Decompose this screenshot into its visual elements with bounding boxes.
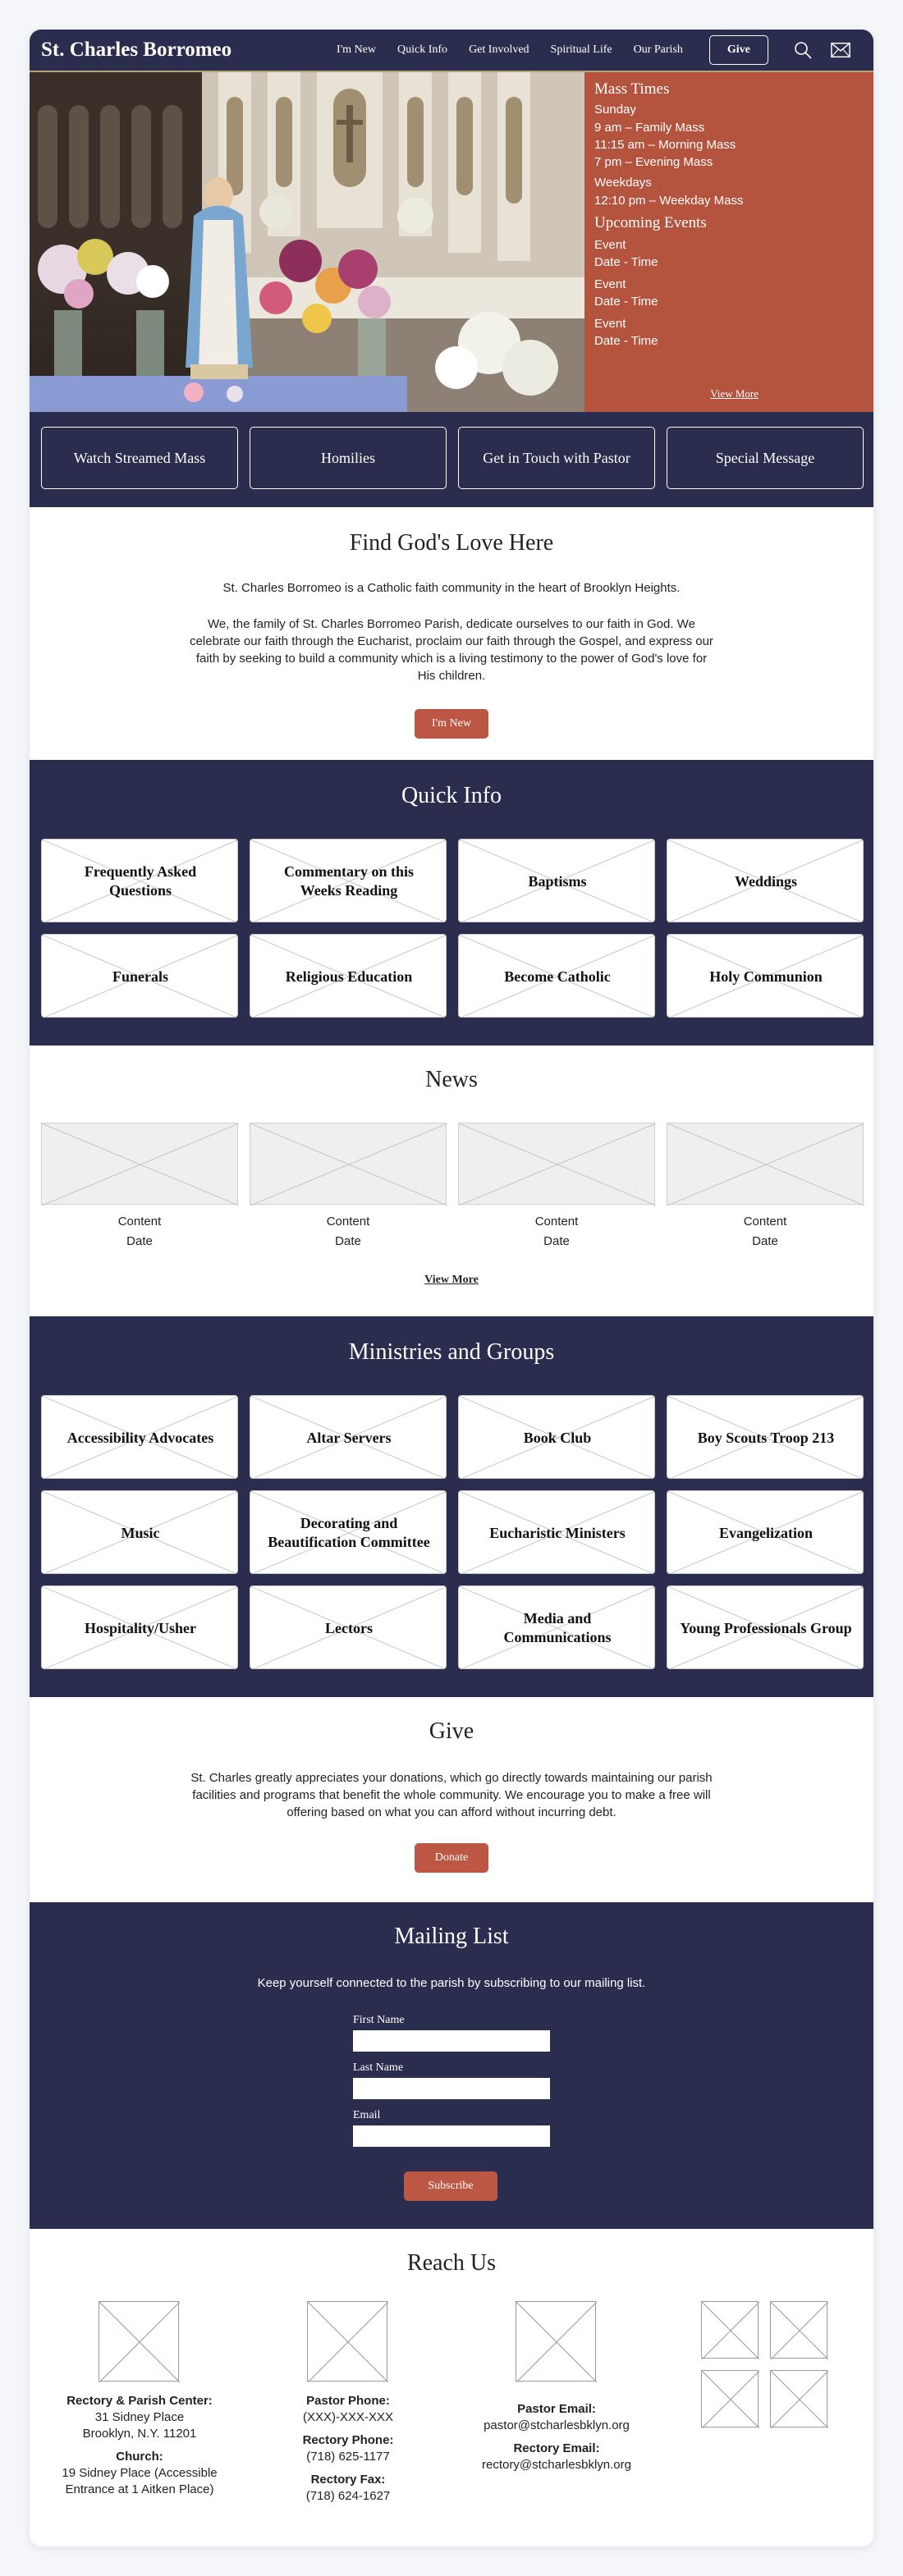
quick-info-card-label: Frequently Asked Questions — [84, 863, 197, 899]
sunday-time: 9 am – Family Mass — [594, 121, 705, 135]
email-label: Email — [353, 2109, 381, 2121]
quick-info-card-label: Baptisms — [528, 872, 587, 890]
homilies-button[interactable]: Homilies — [250, 427, 447, 489]
ministry-card-label: Accessibility Advocates — [66, 1429, 214, 1446]
mass-times-title: Mass Times — [594, 80, 670, 98]
quick-info-card[interactable] — [250, 839, 447, 922]
news-section — [30, 1045, 873, 1316]
quick-info-card-label: Become Catholic — [504, 968, 611, 985]
nav-our-parish[interactable]: Our Parish — [633, 43, 683, 56]
quick-links-band — [30, 412, 873, 507]
rectory-phone[interactable]: (718) 625-1177 — [306, 2450, 390, 2464]
ministries-title: Ministries and Groups — [348, 1339, 555, 1365]
main-nav — [337, 43, 704, 57]
im-new-button[interactable]: I'm New — [415, 709, 488, 739]
news-date: Date — [543, 1234, 570, 1248]
church-label: Church: — [116, 2450, 163, 2464]
reach-us-section — [30, 2229, 873, 2546]
ministry-card-label: Lectors — [325, 1619, 373, 1636]
social-placeholder-image[interactable] — [770, 2301, 827, 2359]
ministry-card[interactable] — [250, 1490, 447, 1574]
ministries-section — [30, 1316, 873, 1697]
ministry-card[interactable] — [458, 1585, 655, 1669]
watch-streamed-mass-button[interactable]: Watch Streamed Mass — [41, 427, 238, 489]
social-placeholder-image[interactable] — [701, 2301, 759, 2359]
give-button[interactable]: Give — [709, 35, 768, 65]
event-date: Date - Time — [594, 334, 658, 348]
first-name-label: First Name — [353, 2014, 405, 2026]
mailing-list-text: Keep yourself connected to the parish by subscribing to our mailing list. — [257, 1976, 646, 1990]
ministry-card[interactable] — [41, 1490, 238, 1574]
quick-info-card-label: Religious Education — [285, 968, 413, 985]
event-date: Date - Time — [594, 255, 658, 269]
ministry-card[interactable] — [667, 1395, 864, 1479]
news-image-placeholder[interactable] — [41, 1123, 238, 1205]
news-date: Date — [126, 1234, 153, 1248]
first-name-input[interactable] — [353, 2030, 550, 2052]
ministry-card-label: Decorating and Beautification Committee — [268, 1515, 430, 1550]
ministry-card[interactable] — [667, 1585, 864, 1669]
intro-line-1: St. Charles Borromeo is a Catholic faith community in the heart of Brooklyn Heights. — [222, 581, 681, 595]
news-content[interactable]: Content — [117, 1215, 162, 1229]
mailing-list-section — [30, 1902, 873, 2229]
ministry-card-label: Young Professionals Group — [680, 1619, 852, 1636]
give-title: Give — [429, 1718, 474, 1744]
special-message-button[interactable]: Special Message — [667, 427, 864, 489]
quick-info-card[interactable] — [250, 934, 447, 1018]
ministry-card-label: Evangelization — [718, 1524, 813, 1541]
ministry-card-label: Book Club — [523, 1429, 592, 1446]
nav-im-new[interactable]: I'm New — [337, 43, 377, 56]
ministry-card[interactable] — [458, 1395, 655, 1479]
pastor-email-label: Pastor Email: — [517, 2402, 596, 2416]
ministry-card[interactable] — [250, 1395, 447, 1479]
news-date: Date — [335, 1234, 361, 1248]
news-content[interactable]: Content — [326, 1215, 370, 1229]
last-name-label: Last Name — [353, 2061, 404, 2074]
quick-info-card[interactable] — [667, 934, 864, 1018]
rectory-address: Brooklyn, N.Y. 11201 — [82, 2427, 197, 2441]
rectory-fax: (718) 624-1627 — [305, 2489, 391, 2503]
news-content[interactable]: Content — [534, 1215, 579, 1229]
site-brand[interactable]: St. Charles Borromeo — [41, 39, 232, 61]
quick-info-card-label: Weddings — [734, 872, 798, 890]
ministry-card[interactable] — [41, 1395, 238, 1479]
site-header — [30, 30, 873, 72]
pastor-email[interactable]: pastor@stcharlesbklyn.org — [484, 2418, 630, 2432]
search-icon[interactable] — [793, 40, 813, 60]
sunday-label: Sunday — [594, 103, 636, 117]
news-view-more-link[interactable]: View More — [424, 1274, 479, 1286]
ministry-card[interactable] — [41, 1585, 238, 1669]
mail-icon[interactable] — [831, 40, 850, 60]
ministry-card-label: Eucharistic Ministers — [489, 1524, 626, 1541]
ministry-card-label: Hospitality/Usher — [84, 1619, 196, 1636]
intro-line-2: We, the family of St. Charles Borromeo Parish, dedicate ourselves to our faith in God. We celebrate our faith through the Eucharist, proclaim our faith through the Gospel, and express our faith by seeking to build a community which is a living testimony to the power of God's love for His children. — [190, 617, 713, 683]
ministry-card-label: Altar Servers — [306, 1429, 392, 1446]
page-frame — [30, 30, 873, 2546]
rectory-email[interactable]: rectory@stcharlesbklyn.org — [482, 2458, 631, 2472]
give-text: St. Charles greatly appreciates your donations, which go directly towards maintaining our parish facilities and programs that benefit the whole community. We encourage you to make a free will offering based on what you can afford without incurring debt. — [190, 1771, 713, 1819]
phone-block — [250, 2393, 447, 2505]
quick-info-card[interactable] — [41, 839, 238, 922]
quick-info-title: Quick Info — [401, 783, 502, 808]
email-input[interactable] — [353, 2125, 550, 2147]
event-name[interactable]: Event — [594, 317, 626, 331]
news-content[interactable]: Content — [743, 1215, 787, 1229]
hero-section — [30, 72, 873, 412]
event-name[interactable]: Event — [594, 238, 626, 252]
church-altar-photo — [30, 72, 584, 412]
donate-button[interactable]: Donate — [415, 1843, 488, 1873]
quick-info-section — [30, 760, 873, 1045]
sunday-time: 11:15 am – Morning Mass — [594, 138, 736, 152]
news-title: News — [425, 1067, 478, 1092]
event-name[interactable]: Event — [594, 277, 626, 291]
quick-info-card[interactable] — [41, 934, 238, 1018]
upcoming-events-title: Upcoming Events — [594, 214, 707, 231]
map-placeholder-image — [99, 2301, 179, 2382]
rectory-label: Rectory & Parish Center: — [66, 2394, 213, 2408]
nav-quick-info[interactable]: Quick Info — [397, 43, 448, 56]
subscribe-button[interactable]: Subscribe — [404, 2171, 497, 2201]
quick-info-card-label: Commentary on this Weeks Reading — [284, 863, 414, 899]
events-view-more-link[interactable]: View More — [710, 387, 759, 400]
ministry-card-label: Media and Communications — [503, 1610, 612, 1645]
rectory-fax-label: Rectory Fax: — [310, 2473, 386, 2487]
contact-pastor-button[interactable]: Get in Touch with Pastor — [458, 427, 655, 489]
quick-info-card[interactable] — [667, 839, 864, 922]
rectory-email-label: Rectory Email: — [513, 2441, 600, 2455]
church-address: 19 Sidney Place (Accessible — [62, 2466, 218, 2480]
social-placeholder-image[interactable] — [701, 2370, 759, 2427]
quick-info-card[interactable] — [458, 839, 655, 922]
pastor-phone[interactable]: (XXX)-XXX-XXX — [302, 2410, 394, 2424]
nav-get-involved[interactable]: Get Involved — [469, 43, 529, 56]
church-address: Entrance at 1 Aitken Place) — [65, 2482, 214, 2496]
ministry-card[interactable] — [667, 1490, 864, 1574]
news-image-placeholder[interactable] — [458, 1123, 655, 1205]
ministry-card-label: Music — [121, 1524, 160, 1541]
quick-info-card[interactable] — [458, 934, 655, 1018]
nav-spiritual-life[interactable]: Spiritual Life — [550, 43, 612, 56]
social-placeholder-image[interactable] — [770, 2370, 827, 2427]
mass-times-panel — [584, 72, 873, 412]
address-block — [41, 2393, 238, 2498]
news-image-placeholder[interactable] — [667, 1123, 864, 1205]
reach-us-title: Reach Us — [406, 2250, 497, 2276]
mailing-list-title: Mailing List — [394, 1924, 509, 1949]
ministry-card[interactable] — [458, 1490, 655, 1574]
pastor-phone-label: Pastor Phone: — [306, 2394, 390, 2408]
news-image-placeholder[interactable] — [250, 1123, 447, 1205]
ministry-card[interactable] — [250, 1585, 447, 1669]
intro-section — [30, 507, 873, 760]
intro-title: Find God's Love Here — [349, 530, 554, 556]
weekdays-label: Weekdays — [594, 176, 652, 190]
quick-info-card-label: Funerals — [112, 968, 168, 985]
email-placeholder-image — [516, 2301, 596, 2382]
rectory-phone-label: Rectory Phone: — [302, 2433, 394, 2447]
rectory-address: 31 Sidney Place — [94, 2410, 185, 2424]
email-block — [458, 2401, 655, 2473]
phone-placeholder-image — [307, 2301, 387, 2382]
event-date: Date - Time — [594, 295, 658, 309]
weekday-time: 12:10 pm – Weekday Mass — [594, 194, 744, 208]
news-date: Date — [752, 1234, 778, 1248]
quick-info-card-label: Holy Communion — [709, 968, 823, 985]
give-section — [30, 1697, 873, 1902]
ministry-card-label: Boy Scouts Troop 213 — [697, 1429, 835, 1446]
last-name-input[interactable] — [353, 2078, 550, 2099]
sunday-time: 7 pm – Evening Mass — [594, 155, 713, 169]
